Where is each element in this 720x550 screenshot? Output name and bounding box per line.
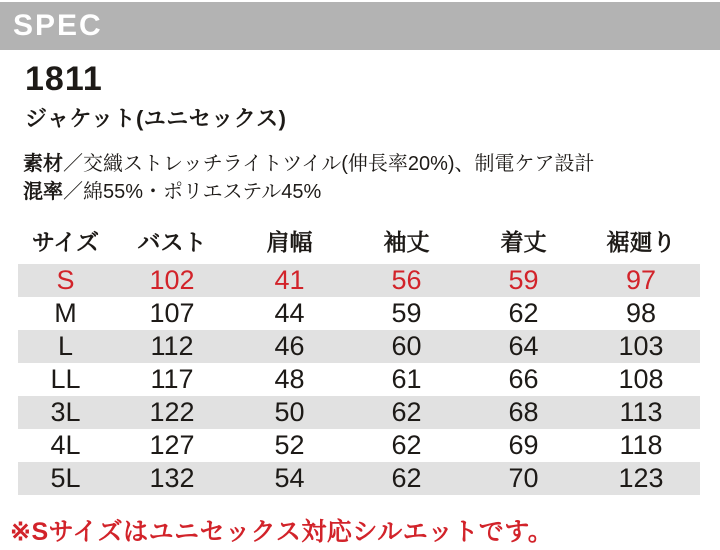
blend-line [23,178,720,206]
column-header-shoulder-width: 肩幅 [266,228,313,255]
cell-bust: 117 [150,363,194,394]
footnote: ※Sサイズはユニセックス対応シルエットです。 [10,517,554,546]
cell-shoulder-width: 50 [274,396,305,427]
cell-sleeve-length: 59 [391,297,422,328]
column-header-bust: バスト [137,228,207,255]
spec-sheet [0,2,720,548]
cell-bust: 107 [149,297,195,328]
product-name: ジャケット(ユニセックス) [25,105,287,131]
column-header-size: サイズ [31,228,100,255]
cell-shoulder-width: 54 [274,462,305,493]
column-header-sleeve-length: 袖丈 [383,228,430,255]
cell-hem-circumference: 118 [619,429,663,460]
cell-shoulder-width: 44 [274,297,305,328]
cell-size: 3L [50,396,81,427]
table-row [18,330,700,363]
cell-size: 4L [50,429,81,460]
cell-shoulder-width: 52 [274,429,305,460]
material-value: 交織ストレッチライトツイル(伸長率20%)、制電ケア設計 [83,152,595,175]
cell-bust: 102 [149,264,195,295]
cell-bust: 122 [149,396,195,427]
cell-size: 5L [50,462,81,493]
table-row [18,363,700,396]
size-table-body [18,264,700,495]
blend-separator: ／ [63,180,83,203]
cell-hem-circumference: 103 [618,330,664,361]
cell-body-length: 59 [508,264,539,295]
cell-bust: 127 [149,429,195,460]
cell-sleeve-length: 62 [391,429,422,460]
cell-sleeve-length: 62 [391,462,422,493]
cell-size: L [57,330,74,361]
cell-size: LL [50,363,81,394]
cell-body-length: 64 [508,330,539,361]
column-header-body-length: 着丈 [500,228,547,255]
cell-sleeve-length: 56 [391,264,422,295]
table-row [18,462,700,495]
table-row [18,264,700,297]
size-table-header [18,219,700,264]
size-chart-table [18,219,700,495]
cell-body-length: 69 [508,429,539,460]
table-row [18,396,700,429]
material-line [23,150,720,178]
cell-sleeve-length: 62 [391,396,422,427]
column-header-hem-circumference: 裾廻り [606,228,676,255]
spec-header-title: SPEC [13,9,103,42]
cell-sleeve-length: 60 [391,330,422,361]
cell-bust: 132 [149,462,195,493]
header-row [18,219,700,264]
cell-body-length: 62 [508,297,539,328]
cell-bust: 112 [150,330,194,361]
cell-body-length: 70 [508,462,539,493]
material-separator: ／ [63,152,83,175]
table-row [18,429,700,462]
cell-body-length: 66 [508,363,539,394]
cell-body-length: 68 [508,396,539,427]
cell-hem-circumference: 123 [618,462,664,493]
cell-size: S [56,264,75,295]
cell-hem-circumference: 108 [618,363,664,394]
table-row [18,297,700,330]
cell-hem-circumference: 98 [625,297,657,328]
cell-hem-circumference: 113 [619,396,663,427]
cell-sleeve-length: 61 [391,363,422,394]
cell-shoulder-width: 41 [274,264,305,295]
blend-value: 綿55%・ポリエステル45% [83,180,322,203]
material-label: 素材 [23,152,63,175]
cell-hem-circumference: 97 [625,264,657,295]
blend-label: 混率 [23,180,63,203]
material-details [23,150,720,206]
product-code: 1811 [25,60,103,98]
cell-shoulder-width: 46 [274,330,305,361]
cell-shoulder-width: 48 [274,363,305,394]
cell-size: M [54,297,77,328]
spec-header-bar [0,2,720,50]
